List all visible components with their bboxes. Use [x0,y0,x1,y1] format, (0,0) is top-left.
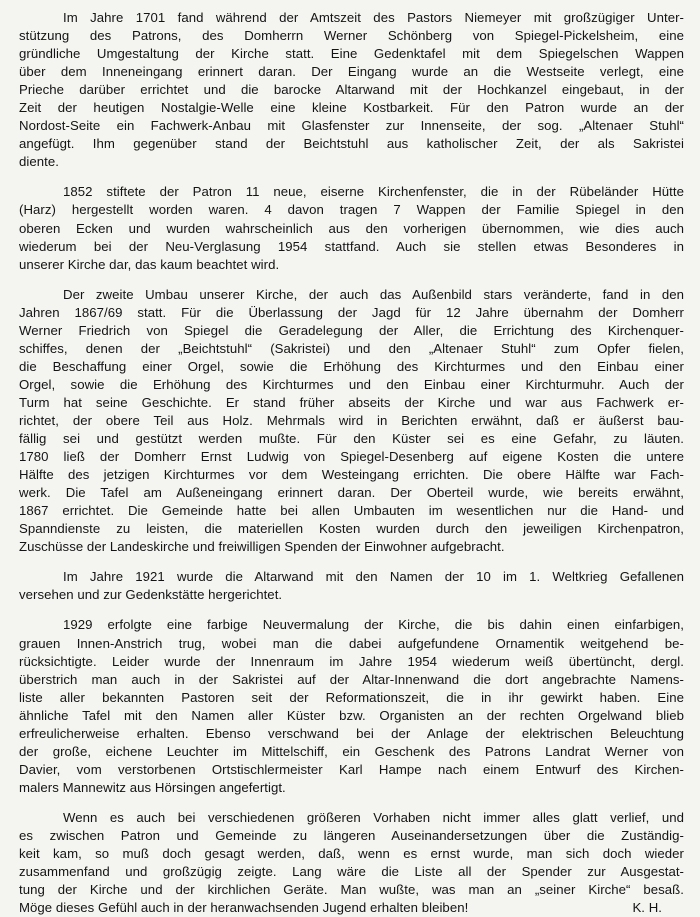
text-line: werk. Die Tafel am Außeneingang erinnert daran. Der Oberteil wurde, wie bereits erwähnt, [19,485,684,501]
text-line: erfreulicherweise erhalten. Ebenso verschwand bei der Anlage der elektrischen Beleuchtung [19,725,684,741]
text-line: versehen und zur Gedenkstätte hergerichtet. [19,587,283,603]
text-line: über dem Inneneingang erinnert daran. Der Eingang wurde an die Westseite verlegt, eine [19,64,684,80]
text-line: stützung des Patrons, des Domherrn Werner Schönberg von Spiegel-Pickelsheim, eine [19,28,684,44]
paragraph-2 [19,183,684,273]
paragraph-4 [19,568,684,604]
text-line: Wenn es auch bei verschiedenen größeren Vorhaben nicht immer alles glatt verlief, und [63,809,684,825]
text-line: 1867 errichtet. Die Gemeinde hatte bei allen Umbauten im wesentlichen nur die Hand- und [19,503,684,519]
text-line: angefügt. Ihm gegenüber stand der Beichtstuhl aus katholischer Zeit, der als Sakristei [19,136,684,152]
text-line: es zwischen Patron und Gemeinde zu längeren Auseinandersetzungen über die Zuständig- [19,827,684,843]
text-line: Turm hat seine Geschichte. Er stand früher abseits der Kirche und war aus Fachwerk er- [19,394,684,410]
text-line: gründliche Umgestaltung der Kirche statt. Eine Gedenktafel mit dem Spiegelschen Wappen [19,46,684,62]
text-line: Jahren 1867/69 statt. Für die Überlassung der Jagd für 12 Jahre übernahm der Domherr [19,304,684,320]
text-line: Zuschüsse der Landeskirche und freiwilligen Spenden der Einwohner aufgebracht. [19,539,505,555]
paragraph-3 [19,286,684,557]
text-line: tung der Kirche und der kirchlichen Geräte. Man wußte, was man an „seiner Kirche“ besaß. [19,882,684,898]
text-line: malers Mannewitz aus Hörsingen angefertigt. [19,779,286,795]
paragraph-1 [19,9,684,171]
text-line: grauen Innen-Anstrich trug, wobei man die dabei aufgefundene Ornamentik weitgehend be- [19,635,684,651]
closing-line [19,899,684,917]
text-line: keit kam, so muß doch gesagt werden, daß, wenn es ernst wurde, man sich doch wieder [19,846,684,862]
text-line: Im Jahre 1701 fand während der Amtszeit des Pastors Niemeyer mit großzügiger Unter- [63,10,684,25]
text-line: Werner Friedrich von Spiegel die Geradelegung der Aller, die Errichtung des Kirchenquer- [19,322,684,338]
text-line: 1929 erfolgte eine farbige Neuvermalung der Kirche, die bis dahin einen einfarbigen, [63,617,684,633]
text-line: Orgel, sowie die Erhöhung des Kirchturmes und den Einbau einer Kirchturmuhr. Auch der [19,376,684,392]
paragraph-6 [19,809,684,917]
text-line: die Beschaffung einer Orgel, sowie die Erhöhung des Kirchturmes und den Einbau einer [19,358,684,374]
text-line: Möge dieses Gefühl auch in der heranwachsenden Jugend erhalten bleiben! [19,900,469,916]
text-line: Der zweite Umbau unserer Kirche, der auch das Außenbild stars veränderte, fand in den [63,286,684,302]
text-line: liste aller bekannten Pastoren seit der Reformationszeit, die in ihr gewirkt haben. Eine [19,689,684,705]
text-line: fällig sei und gestützt werden mußte. Für den Küster sei es eine Gefahr, zu läuten. [19,431,684,447]
text-line: 1852 stiftete der Patron 11 neue, eiserne Kirchenfenster, die in der Rübeländer Hütte [63,184,684,200]
text-line: unserer Kirche dar, das kaum beachtet wird. [19,256,280,272]
text-line: 1780 ließ der Domherr Ernst Ludwig von Spiegel-Desenberg auf eigene Kosten die untere [19,449,684,465]
text-line: Prieche darüber errichtet und die barocke Altarwand mit der Hochkanzel eingebaut, in der [19,82,684,98]
text-line: Spanndienste zu leisten, die materiellen Kosten wurden durch den jeweiligen Kirchenpatron, [19,521,684,537]
text-line: überstrich man auch in der Sakristei auf der Altar-Innenwand die dort angebrachte Namens- [19,671,684,687]
text-line: der große, eichene Leuchter im Mittelschiff, ein Geschenk des Patrons Landrat Werner von [19,743,684,759]
text-line: diente. [19,154,59,170]
text-line: ähnliche Tafel mit den Namen aller Küster bzw. Organisten an der rechten Orgelwand blieb [19,707,684,723]
paragraph-5 [19,616,684,796]
text-line: Zeit der heutigen Nostalgie-Welle eine kleine Kostbarkeit. Für den Patron wurde an der [19,100,684,116]
text-line: schiffes, denen der „Beichtstuhl“ (Sakristei) und den „Altenaer Stuhl“ zum Opfer fielen, [19,340,684,356]
text-line: Hälfte des jetzigen Kirchturmes vor dem Westeingang errichten. Die obere Hälfte war Fach- [19,467,684,483]
text-line: Davier, vom verstorbenen Ortstischlermeister Karl Hampe nach einem Entwurf des Kirchen- [19,761,684,777]
text-line: richtet, der obere Teil aus Holz. Mehrmals wird in Berichten erwähnt, daß er äußerst bau- [19,412,684,428]
text-line: oberen Ecken und wurden wahrscheinlich aus den vorherigen übernommen, wie dies auch [19,220,684,236]
text-line: Nordost-Seite ein Fachwerk-Anbau mit Glasfenster zur Innenseite, der sog. „Altenaer Stuhl“ [19,118,684,134]
text-line: wiederum bei der Neu-Verglasung 1954 stattfand. Auch sie stellen etwas Besonderes in [19,238,684,254]
text-line: rücksichtigte. Leider wurde der Innenraum im Jahre 1954 wiederum weiß übertüncht, dergl. [19,653,684,669]
text-line: (Harz) hergestellt worden waren. 4 davon tragen 7 Wappen der Familie Spiegel in den [19,202,684,218]
text-line: zusammenfand und großzügig zeigte. Lang wäre die Liste all der Spender zur Ausgestat- [19,864,684,880]
text-line: Im Jahre 1921 wurde die Altarwand mit den Namen der 10 im 1. Weltkrieg Gefallenen [63,569,684,585]
author-signature: K. H. [632,900,662,916]
